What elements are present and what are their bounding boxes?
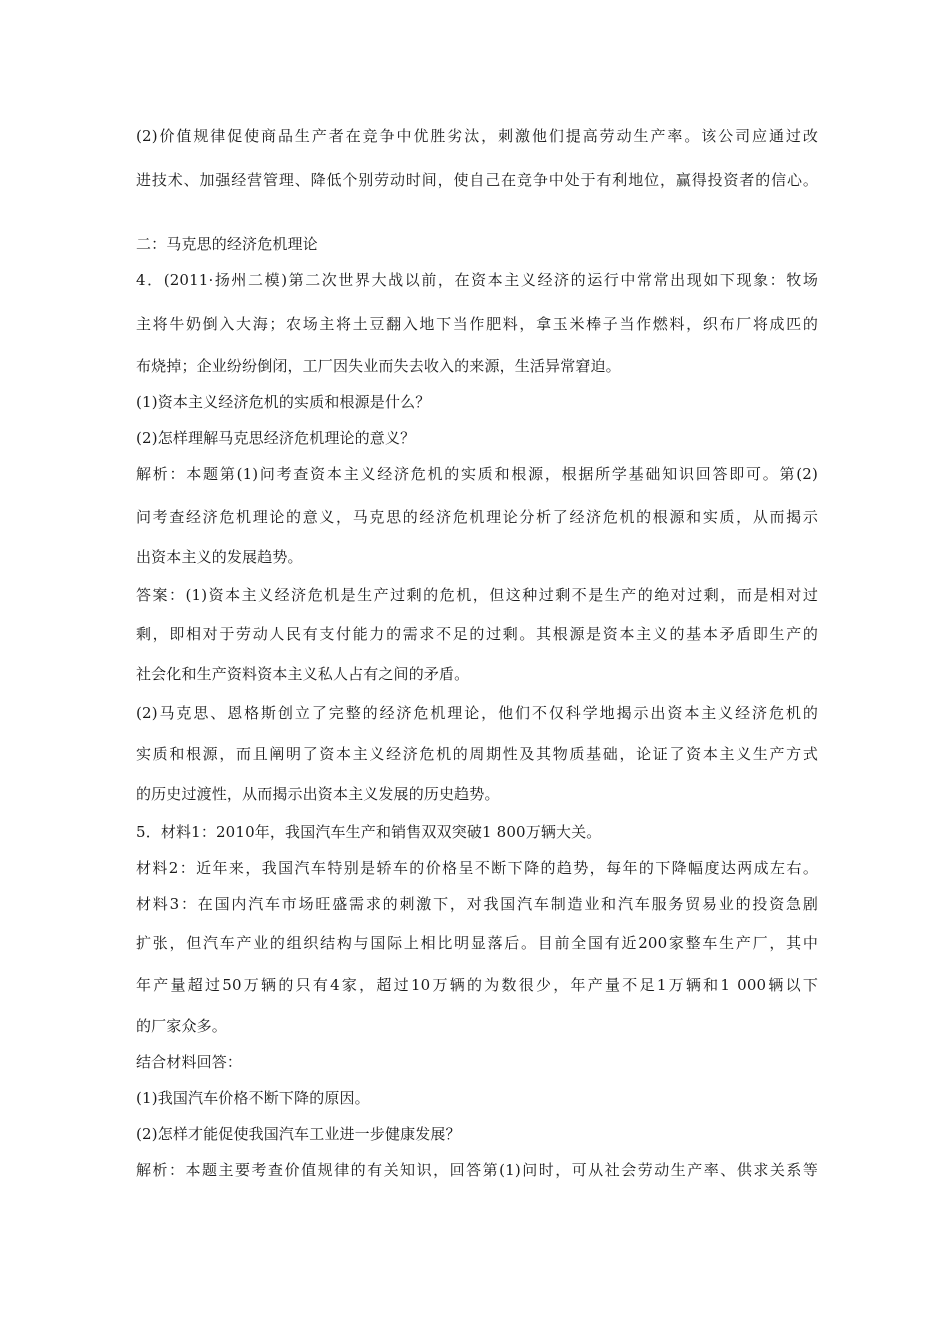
sub-question: (1)资本主义经济危机的实质和根源是什么？ [136, 393, 431, 411]
material-line: 的厂家众多。 [136, 1017, 227, 1035]
material-line: 5．材料1：2010年，我国汽车生产和销售双双突破1 800万辆大关。 [136, 823, 602, 841]
instruction-line: 结合材料回答： [136, 1053, 243, 1071]
material-line: 年产量超过50万辆的只有4家，超过10万辆的为数很少，年产量不足1万辆和1 000辆以下 [136, 976, 818, 994]
question-line: 4．(2011·扬州二模)第二次世界大战以前，在资本主义经济的运行中常常出现如下现象：牧场 [136, 271, 818, 289]
analysis-line: 解析：本题第(1)问考查资本主义经济危机的实质和根源，根据所学基础知识回答即可。第(2) [136, 465, 818, 483]
answer-line: 答案：(1)资本主义经济危机是生产过剩的危机，但这种过剩不是生产的绝对过剩，而是相对过 [136, 586, 818, 604]
answer-line: 进技术、加强经营管理、降低个别劳动时间，使自己在竞争中处于有利地位，赢得投资者的信心。 [136, 171, 818, 189]
analysis-line: 问考查经济危机理论的意义，马克思的经济危机理论分析了经济危机的根源和实质，从而揭示 [136, 508, 818, 526]
sub-question: (2)怎样才能促使我国汽车工业进一步健康发展？ [136, 1125, 461, 1143]
analysis-line: 出资本主义的发展趋势。 [136, 548, 303, 566]
sub-question: (1)我国汽车价格不断下降的原因。 [136, 1089, 370, 1107]
material-line: 材料2：近年来，我国汽车特别是轿车的价格呈不断下降的趋势，每年的下降幅度达两成左右。 [136, 859, 818, 877]
answer-line: 实质和根源，而且阐明了资本主义经济危机的周期性及其物质基础，论证了资本主义生产方式 [136, 745, 818, 763]
answer-line: (2)马克思、恩格斯创立了完整的经济危机理论，他们不仅科学地揭示出资本主义经济危机的 [136, 704, 818, 722]
sub-question: (2)怎样理解马克思经济危机理论的意义？ [136, 429, 416, 447]
material-line: 扩张，但汽车产业的组织结构与国际上相比明显落后。目前全国有近200家整车生产厂，其中 [136, 934, 818, 952]
question-line: 主将牛奶倒入大海；农场主将土豆翻入地下当作肥料，拿玉米棒子当作燃料，织布厂将成匹的 [136, 315, 818, 333]
answer-line: 的历史过渡性，从而揭示出资本主义发展的历史趋势。 [136, 785, 500, 803]
answer-line: (2)价值规律促使商品生产者在竞争中优胜劣汰，刺激他们提高劳动生产率。该公司应通过改 [136, 127, 818, 145]
answer-line: 社会化和生产资料资本主义私人占有之间的矛盾。 [136, 665, 470, 683]
answer-line: 剩，即相对于劳动人民有支付能力的需求不足的过剩。其根源是资本主义的基本矛盾即生产的 [136, 625, 818, 643]
analysis-line: 解析：本题主要考查价值规律的有关知识，回答第(1)问时，可从社会劳动生产率、供求关系等 [136, 1161, 818, 1179]
material-line: 材料3：在国内汽车市场旺盛需求的刺激下，对我国汽车制造业和汽车服务贸易业的投资急剧 [136, 895, 818, 913]
section-heading: 二：马克思的经济危机理论 [136, 235, 318, 253]
question-line: 布烧掉；企业纷纷倒闭，工厂因失业而失去收入的来源，生活异常窘迫。 [136, 357, 621, 375]
